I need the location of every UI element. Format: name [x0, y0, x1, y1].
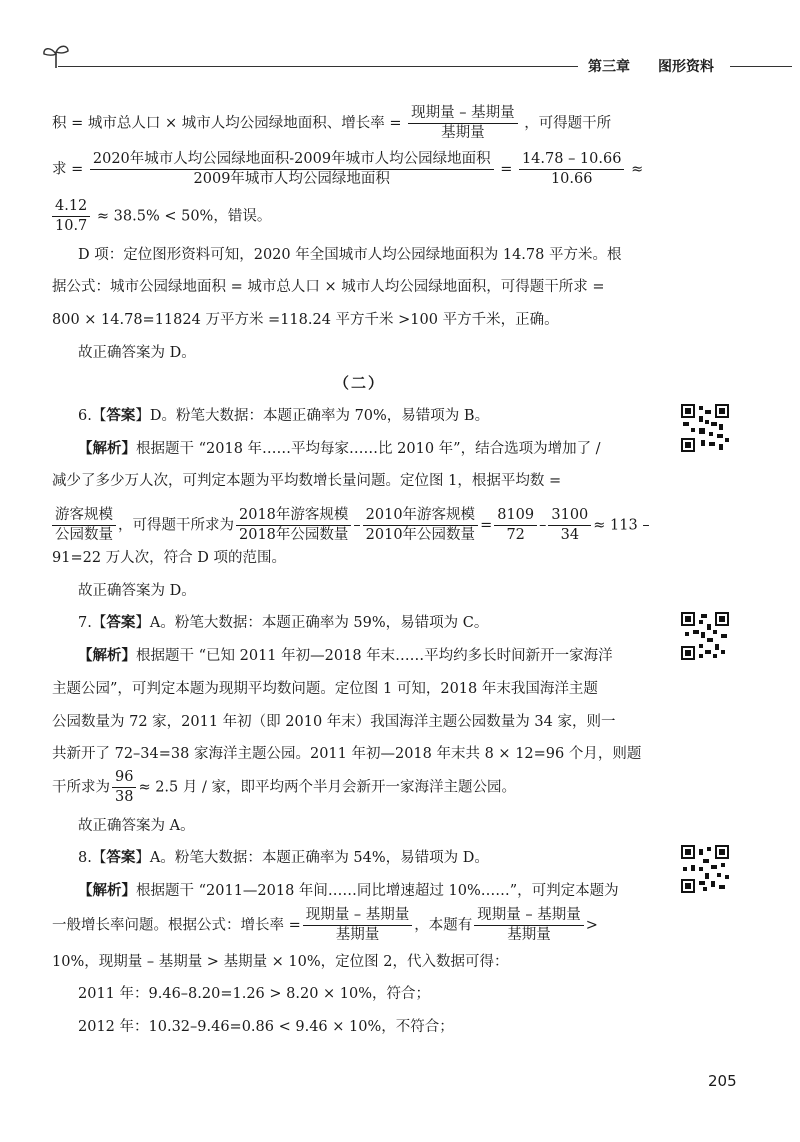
q8-answer-head: 8.【答案】A。粉笔大数据：本题正确率为 54%，易错项为 D。: [78, 849, 489, 866]
header-rule-right: [730, 66, 792, 67]
q7-analysis-line2: 主题公园”，可判定本题为现期平均数问题。定位图 1 可知，2018 年末我国海洋主题: [52, 681, 598, 697]
p1-fraction-values: $\frac{14.78 - 10.66}{10.66}$: [519, 150, 625, 189]
q8-fraction-growth-1: $\frac{\text{现期量 – 基期量}}{\text{基期量}}$: [303, 906, 412, 945]
p1-fraction-area: $\frac{\text{2020年城市人均公园绿地面积-2009年城市人均公园绿地面积}}{\text{2009年城市人均公园绿地面积}}$: [90, 150, 494, 189]
q6-analysis-line2: 减少了多少万人次，可判定本题为平均数增长量问题。定位图 1，根据平均数 =: [52, 473, 562, 489]
p1-line3: $\frac{4.12}{10.7}$ ≈ 38.5% < 50%，错误。: [52, 197, 271, 236]
q6-fraction-3100: $\frac{3100}{34}$: [548, 506, 591, 545]
p1-fraction-growth: $\frac{\text{现期量 – 基期量}}{\text{基期量}}$: [408, 104, 517, 143]
pD-line3: 800 × 14.78=11824 万平方米 =118.24 平方千米 >100 平方千米，正确。: [52, 312, 559, 328]
answer-line-1: 故正确答案为 D。: [78, 345, 196, 361]
q8-analysis-line4: 2011 年：9.46–8.20=1.26 > 8.20 × 10%，符合；: [78, 986, 431, 1002]
page-number: 205: [708, 1072, 737, 1090]
q6-answer-final: 故正确答案为 D。: [78, 583, 196, 599]
q7-analysis-line5: 干所求为 $\frac{96}{38}$ ≈ 2.5 月 / 家，即平均两个半月会新开一家海洋主题公园。: [52, 769, 516, 805]
header-chapter: 第三章: [588, 59, 630, 75]
p1-line1: 积 = 城市总人口 × 城市人均公园绿地面积、增长率 = $\frac{\text{现期量 – 基期量}}{\text{基期量}}$ ，可得题干所: [52, 105, 612, 141]
q7-analysis-line4: 共新开了 72–34=38 家海洋主题公园。2011 年初—2018 年末共 8 × 12=96 个月，则题: [52, 746, 642, 762]
header-rule-left: [58, 66, 578, 67]
q6-answer-head: 6.【答案】D。粉笔大数据：本题正确率为 70%，易错项为 B。: [78, 407, 490, 424]
q8-analysis-line1: 【解析】根据题干 “2011—2018 年间……同比增速超过 10%……”，可判定本题为: [78, 882, 619, 899]
q8-analysis-line2: 一般增长率问题。根据公式：增长率 = $\frac{\text{现期量 – 基期量}}{\text{基期量}}$ ，本题有 $\frac{\text{现期量 – 基期量}}{\text{基期量}}$ >: [52, 907, 598, 943]
q7-analysis-line1: 【解析】根据题干 “已知 2011 年初—2018 年末……平均约多长时间新开一家海洋: [78, 647, 613, 664]
qr-code-q7[interactable]: [681, 612, 729, 660]
q7-answer-head: 7.【答案】A。粉笔大数据：本题正确率为 59%，易错项为 C。: [78, 614, 489, 631]
q8-analysis-line3: 10%，现期量 – 基期量 > 基期量 × 10%，定位图 2，代入数据可得：: [52, 954, 509, 970]
p1-fraction-result: $\frac{4.12}{10.7}$: [52, 197, 90, 236]
q6-fraction-average: $\frac{\text{游客规模}}{\text{公园数量}}$: [52, 506, 116, 545]
q6-analysis-line4: 91=22 万人次，符合 D 项的范围。: [52, 550, 287, 566]
q6-fraction-2018: $\frac{\text{2018年游客规模}}{\text{2018年公园数量}}$: [236, 506, 351, 545]
pD-line2: 据公式：城市公园绿地面积 = 城市总人口 × 城市人均公园绿地面积，可得题干所求 =: [52, 279, 605, 295]
q6-fraction-2010: $\frac{\text{2010年游客规模}}{\text{2010年公园数量}}$: [363, 506, 478, 545]
qr-code-q8[interactable]: [681, 845, 729, 893]
qr-code-q6[interactable]: [681, 404, 729, 452]
section-title: （二）: [334, 374, 386, 392]
q6-analysis-line3: $\frac{\text{游客规模}}{\text{公园数量}}$ ，可得题干所求为 $\frac{\text{2018年游客规模}}{\text{2018年公园数量}}$ – $\frac{\text{2010年游客规模}}{\text{2010年公园数量}}$ = $\frac{8109}{72}$ – $\frac{3100}{34}$ ≈ 113 –: [52, 506, 650, 545]
header-section: 图形资料: [658, 59, 714, 75]
q6-fraction-8109: $\frac{8109}{72}$: [494, 506, 537, 545]
q7-answer-final: 故正确答案为 A。: [78, 818, 195, 834]
q8-fraction-growth-2: $\frac{\text{现期量 – 基期量}}{\text{基期量}}$: [474, 906, 583, 945]
p1-line2: 求 = $\frac{\text{2020年城市人均公园绿地面积-2009年城市人均公园绿地面积}}{\text{2009年城市人均公园绿地面积}}$ = $\frac{14.78 - 10.66}{10.66}$ ≈: [52, 151, 644, 187]
pD-line1: D 项：定位图形资料可知，2020 年全国城市人均公园绿地面积为 14.78 平方米。根: [78, 247, 622, 263]
q8-analysis-line5: 2012 年：10.32–9.46=0.86 < 9.46 × 10%，不符合；: [78, 1019, 454, 1035]
q6-analysis-line1: 【解析】根据题干 “2018 年……平均每家……比 2010 年”，结合选项为增加了 /: [78, 440, 601, 457]
q7-analysis-line3: 公园数量为 72 家，2011 年初（即 2010 年末）我国海洋主题公园数量为 34 家，则一: [52, 714, 616, 730]
q7-fraction-months: $\frac{96}{38}$: [112, 768, 136, 807]
